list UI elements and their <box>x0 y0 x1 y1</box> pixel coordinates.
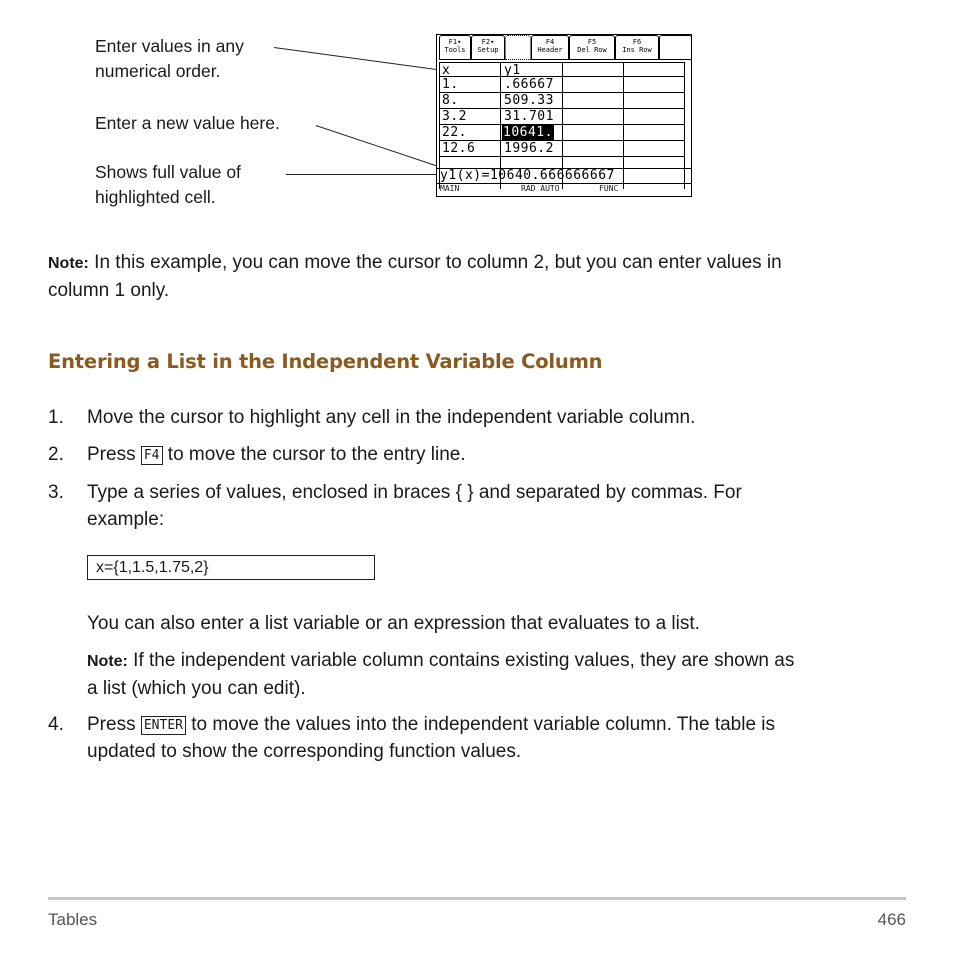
table-cell[interactable]: 31.701 <box>504 109 554 124</box>
toolbar-key: F6 <box>632 38 642 46</box>
code-example: x={1,1.5,1.75,2} <box>87 555 375 580</box>
step-text-part: to move the cursor to the entry line. <box>162 444 466 465</box>
note-label: Note: <box>48 255 89 272</box>
callout-full-value <box>95 160 241 210</box>
table-cell-highlighted[interactable]: 10641. <box>503 125 553 140</box>
step-text-part: Type a series of values, enclosed in braces { } and separated by commas. For <box>87 482 742 503</box>
step-number: 4. <box>48 714 64 735</box>
step-text-part: example: <box>87 509 165 530</box>
note-paragraph <box>48 249 908 304</box>
paragraph: You can also enter a list variable or an expression that evaluates to a list. <box>87 613 700 634</box>
step-text-part: updated to show the corresponding function values. <box>87 741 522 762</box>
table-cell[interactable]: 1996.2 <box>504 141 554 156</box>
f4-key: F4 <box>141 446 163 465</box>
note-paragraph <box>87 647 917 702</box>
table-cell[interactable]: 509.33 <box>504 93 554 108</box>
toolbar-key: F1▾ <box>448 38 462 46</box>
callout-text: Shows full value of <box>95 162 241 182</box>
step-number: 2. <box>48 444 64 465</box>
callout-text: Enter a new value here. <box>95 113 280 133</box>
toolbar-label: Ins Row <box>622 46 652 54</box>
callout-text: Enter values in any <box>95 36 244 56</box>
footer-section: Tables <box>48 910 98 929</box>
toolbar-label: Header <box>537 46 563 54</box>
step-text <box>87 479 907 533</box>
note-text: In this example, you can move the cursor to column 2, but you can enter values in <box>88 252 782 273</box>
callout-text: highlighted cell. <box>95 187 216 207</box>
column-header-y1[interactable]: y1 <box>504 63 521 78</box>
callout-new-value <box>95 111 280 136</box>
callout-enter-values <box>95 34 244 84</box>
step-text <box>87 711 907 765</box>
note-text: a list (which you can edit). <box>87 678 306 699</box>
page-number: 466 <box>877 910 906 929</box>
leader-line <box>274 47 437 70</box>
note-label: Note: <box>87 653 128 670</box>
entry-line[interactable]: y1(x)=10640.666666667 <box>440 168 615 183</box>
screen-border <box>436 34 692 197</box>
note-text: If the independent variable column contains existing values, they are shown as <box>127 650 795 671</box>
table-cell[interactable]: 3.2 <box>442 109 467 124</box>
toolbar-key: F5 <box>587 38 597 46</box>
footer-rule <box>48 897 906 900</box>
step-text-part: to move the values into the independent variable column. The table is <box>186 714 776 735</box>
table-cell[interactable]: 12.6 <box>442 141 476 156</box>
toolbar-label: Tools <box>444 46 466 54</box>
column-header-x[interactable]: x <box>442 63 451 78</box>
toolbar-key: F2▾ <box>481 38 495 46</box>
table-cell[interactable]: .66667 <box>504 77 554 92</box>
leader-line <box>286 174 438 175</box>
status-graph: FUNC <box>599 184 619 193</box>
toolbar-label: Del Row <box>577 46 607 54</box>
calculator-screen <box>436 34 692 197</box>
step-text-part: Press <box>87 714 141 735</box>
step-text: Move the cursor to highlight any cell in the independent variable column. <box>87 407 696 428</box>
step-text <box>87 441 907 468</box>
toolbar-label: Setup <box>477 46 499 54</box>
section-heading: Entering a List in the Independent Variable Column <box>48 350 603 373</box>
status-mode: RAD AUTO <box>521 184 560 193</box>
callout-text: numerical order. <box>95 61 221 81</box>
enter-key: ENTER <box>141 716 186 735</box>
step-number: 1. <box>48 407 64 428</box>
table-cell[interactable]: 8. <box>442 93 459 108</box>
note-text: column 1 only. <box>48 280 170 301</box>
table-cell[interactable]: 22. <box>442 125 467 140</box>
status-main: MAIN <box>440 184 460 193</box>
step-number: 3. <box>48 482 64 503</box>
step-text-part: Press <box>87 444 141 465</box>
toolbar-key: F4 <box>545 38 555 46</box>
leader-line <box>316 125 437 166</box>
table-cell[interactable]: 1. <box>442 77 459 92</box>
